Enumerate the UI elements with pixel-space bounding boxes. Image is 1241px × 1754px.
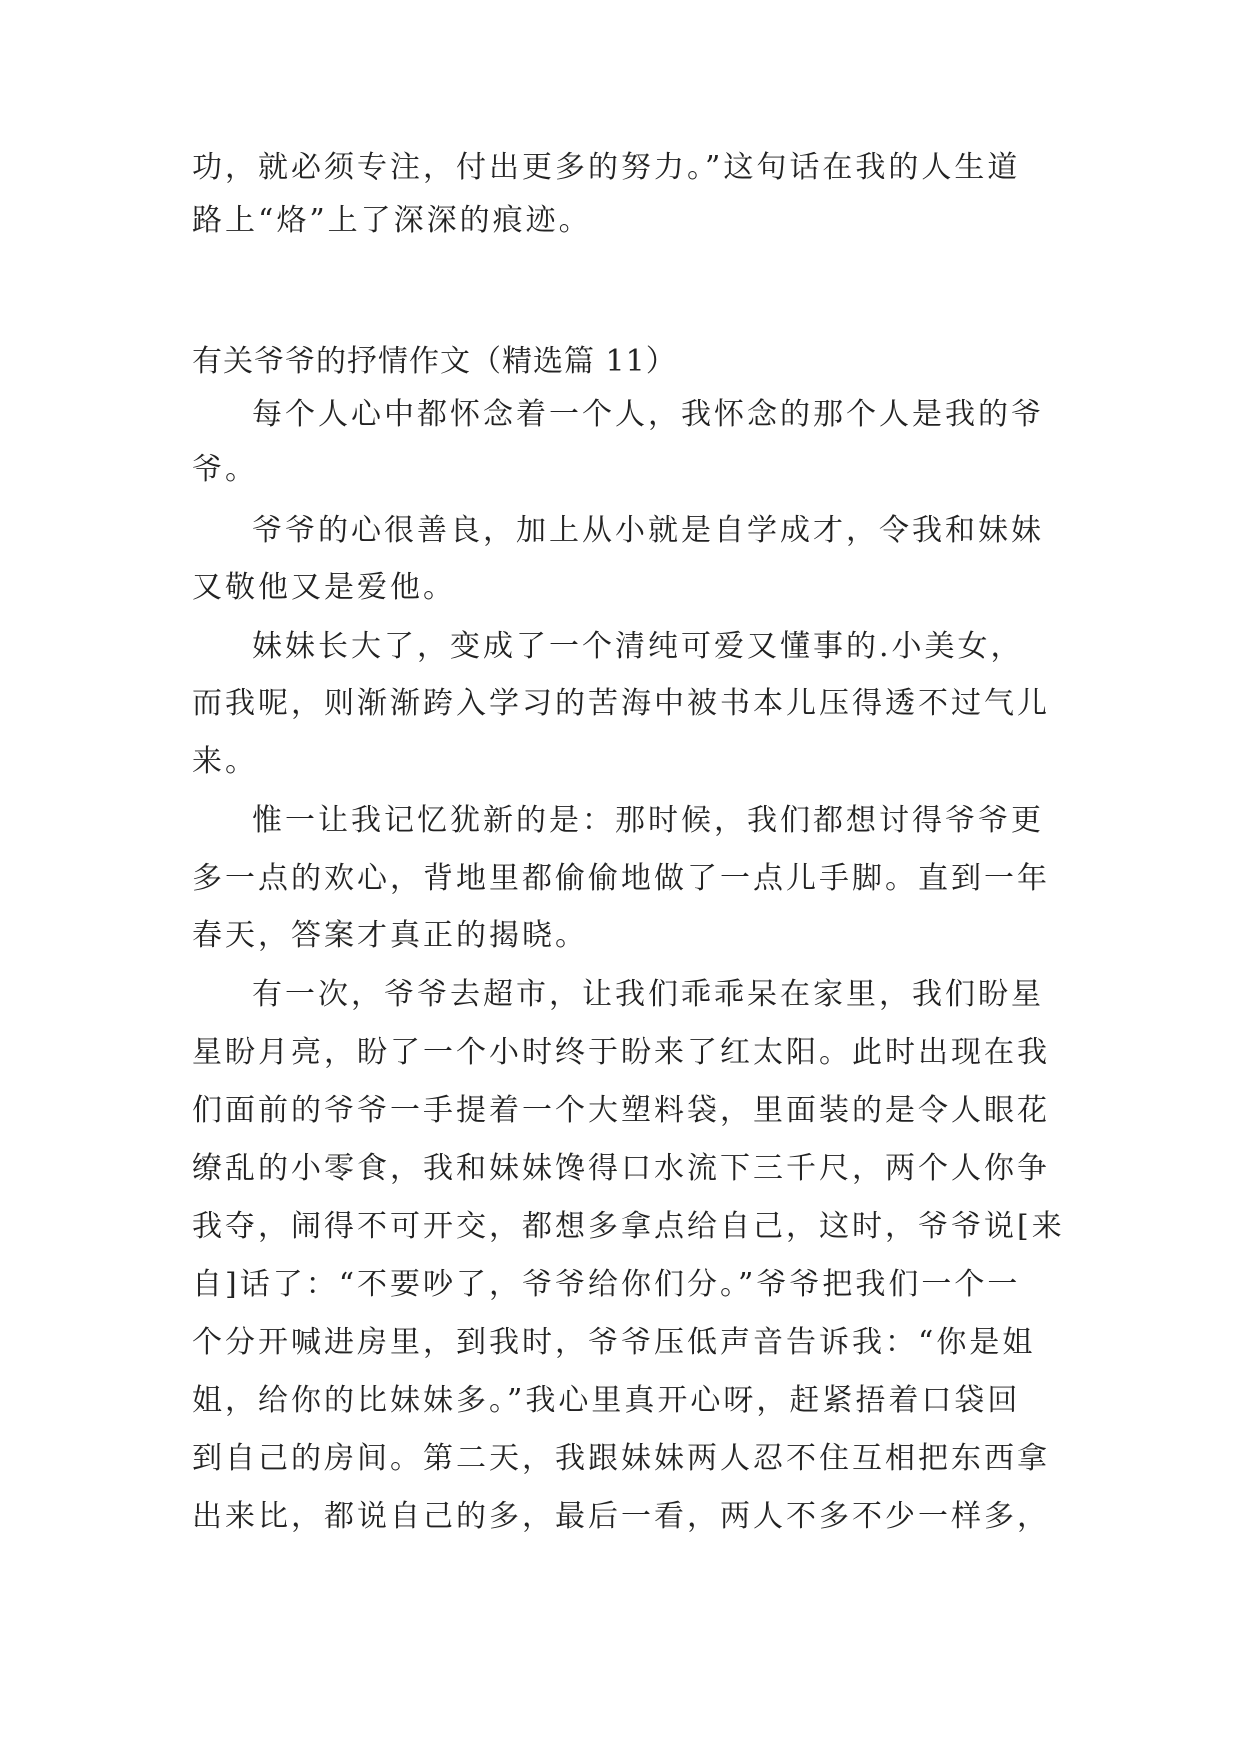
text-line: 又敬他又是爱他。 bbox=[192, 570, 456, 605]
paragraph-first-line: 惟一让我记忆犹新的是：那时候，我们都想讨得爷爷更 bbox=[252, 803, 1044, 838]
text-line: 自]话了：“不要吵了，爷爷给你们分。”爷爷把我们一个一 bbox=[192, 1267, 1021, 1302]
text-line: 功，就必须专注，付出更多的努力。”这句话在我的人生道 bbox=[192, 150, 1021, 185]
paragraph-first-line: 妹妹长大了，变成了一个清纯可爱又懂事的.小美女， bbox=[252, 629, 1024, 664]
text-line: 我夺，闹得不可开交，都想多拿点给自己，这时，爷爷说[来 bbox=[192, 1209, 1065, 1244]
section-heading: 有关爷爷的抒情作文（精选篇 11） bbox=[192, 344, 677, 379]
text-line: 星盼月亮，盼了一个小时终于盼来了红太阳。此时出现在我 bbox=[192, 1035, 1050, 1070]
text-line: 而我呢，则渐渐跨入学习的苦海中被书本儿压得透不过气儿 bbox=[192, 686, 1050, 721]
text-line: 姐，给你的比妹妹多。”我心里真开心呀，赶紧捂着口袋回 bbox=[192, 1383, 1021, 1418]
text-line: 路上“烙”上了深深的痕迹。 bbox=[192, 203, 592, 238]
text-line: 多一点的欢心，背地里都偷偷地做了一点儿手脚。直到一年 bbox=[192, 861, 1050, 896]
text-line: 来。 bbox=[192, 744, 258, 779]
text-line: 个分开喊进房里，到我时，爷爷压低声音告诉我：“你是姐 bbox=[192, 1325, 1036, 1360]
text-line: 爷。 bbox=[192, 452, 258, 487]
text-line: 们面前的爷爷一手提着一个大塑料袋，里面装的是令人眼花 bbox=[192, 1093, 1050, 1128]
text-line: 春天，答案才真正的揭晓。 bbox=[192, 918, 588, 953]
paragraph-first-line: 每个人心中都怀念着一个人，我怀念的那个人是我的爷 bbox=[252, 397, 1044, 432]
paragraph-first-line: 有一次，爷爷去超市，让我们乖乖呆在家里，我们盼星 bbox=[252, 977, 1044, 1012]
text-line: 缭乱的小零食，我和妹妹馋得口水流下三千尺，两个人你争 bbox=[192, 1151, 1050, 1186]
paragraph-first-line: 爷爷的心很善良，加上从小就是自学成才，令我和妹妹 bbox=[252, 513, 1044, 548]
text-line: 到自己的房间。第二天，我跟妹妹两人忍不住互相把东西拿 bbox=[192, 1441, 1050, 1476]
text-line: 出来比，都说自己的多，最后一看，两人不多不少一样多， bbox=[192, 1499, 1050, 1534]
